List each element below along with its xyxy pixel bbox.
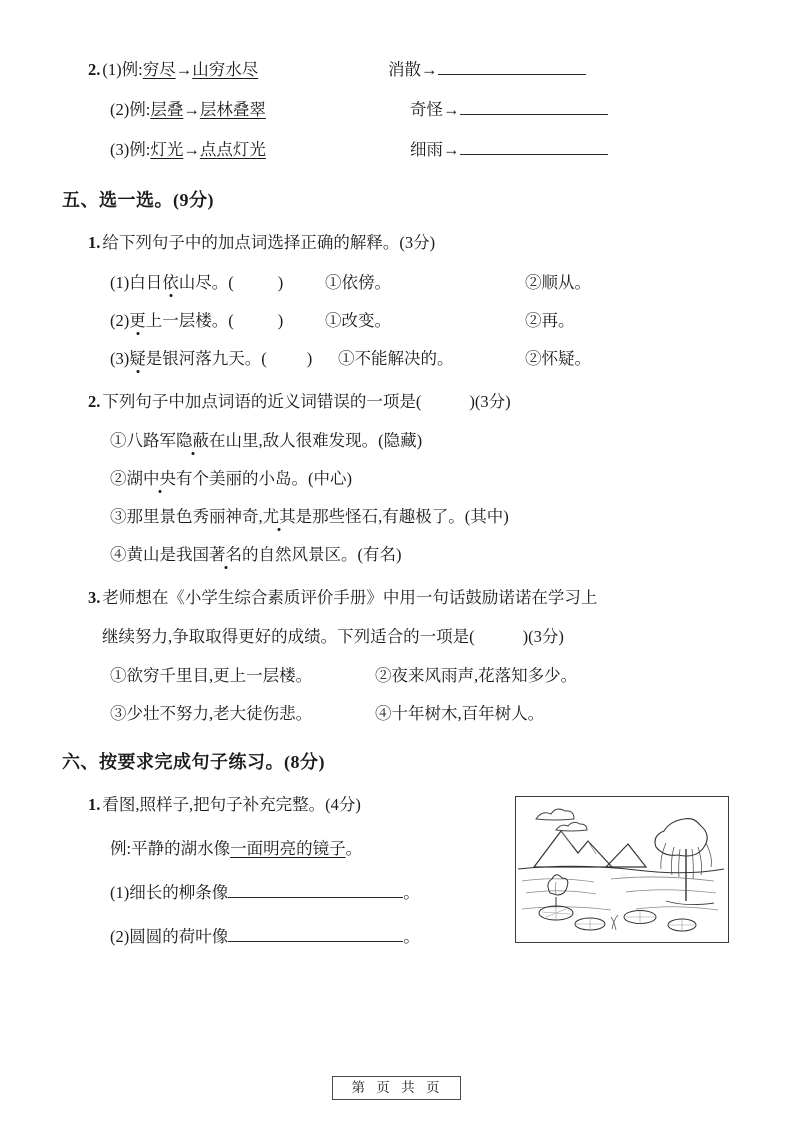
s6-item1-label: (1) xyxy=(110,882,130,902)
section-6-item-1 xyxy=(62,879,515,905)
q2-pre-4: ④黄山是我国 xyxy=(110,545,209,565)
answer-blank[interactable] xyxy=(421,389,469,406)
lake-scene-illustration xyxy=(515,796,729,943)
s6-q1-number: 1. xyxy=(88,795,101,815)
q2-post-1: 在山里,敌人很难发现。(隐藏) xyxy=(209,431,423,451)
q1-item-3 xyxy=(62,345,731,369)
example-answer: 一面明亮的镜子 xyxy=(230,838,346,858)
exercise-2-answer-1: 山穷水尽 xyxy=(192,60,259,79)
q3-option-4[interactable]: ④十年树木,百年树人。 xyxy=(375,704,545,724)
q1-item-2 xyxy=(62,307,731,331)
exercise-2-left xyxy=(110,136,410,160)
exercise-2-right-arrow-2: → xyxy=(443,100,460,119)
answer-blank[interactable] xyxy=(228,923,403,941)
footer-text: 第 页 共 页 xyxy=(332,1076,460,1100)
q2-text-pre: 下列句子中加点词语的近义词错误的一项是( xyxy=(102,391,422,411)
exercise-2-right-arrow-1: → xyxy=(421,60,438,79)
exercise-2-right-2 xyxy=(410,96,608,120)
q1-sentence-3 xyxy=(110,345,338,369)
exercise-2-arrow-2: → xyxy=(183,100,200,119)
q2-post-2: 有个美丽的小岛。(中心) xyxy=(176,469,352,489)
q2-pre-2: ②湖 xyxy=(110,469,143,489)
example-pre: 平静的湖水像 xyxy=(131,838,231,858)
example-label: 例: xyxy=(110,838,132,858)
answer-blank[interactable] xyxy=(475,624,523,641)
section-6-content xyxy=(62,792,731,962)
q1-item-1 xyxy=(62,269,731,293)
exercise-2-arrow-3: → xyxy=(183,140,200,159)
q1-number: 1. xyxy=(88,233,101,252)
q2-option-4[interactable] xyxy=(62,541,731,565)
q2-post-4: 的自然风景区。(有名) xyxy=(242,545,402,565)
emphasis-char: 依 xyxy=(162,269,179,293)
exercise-2-right-1 xyxy=(388,56,586,80)
section-5-q1-prompt xyxy=(62,230,731,256)
emphasis-word: 中央 xyxy=(143,465,176,489)
exercise-2-right-3 xyxy=(410,136,608,160)
q1-label-1: (1) xyxy=(110,272,130,292)
exercise-2-row xyxy=(62,56,731,80)
emphasis-word: 隐蔽 xyxy=(176,427,209,451)
exercise-2-prompt-3: 灯光 xyxy=(150,140,184,159)
q1-post-1: 山尽。( xyxy=(178,272,234,292)
q1-pre-1: 白日 xyxy=(129,272,163,292)
q3-options-row-2 xyxy=(62,700,731,724)
q3-option-1[interactable]: ①欲穷千里目,更上一层楼。 xyxy=(110,666,313,686)
q3-number: 3. xyxy=(88,588,101,608)
q3-options-row-1 xyxy=(62,662,731,686)
q1-post-2: 上一层楼。( xyxy=(145,310,234,330)
q3-option-3[interactable]: ③少壮不努力,老大徒伤悲。 xyxy=(110,704,313,724)
section-5-heading: 五、选一选。(9分) xyxy=(62,190,214,210)
q1-option-b-3[interactable]: ②怀疑。 xyxy=(525,348,591,368)
q1-label-3: (3) xyxy=(110,348,130,368)
q1-option-a-2[interactable]: ①改变。 xyxy=(325,310,391,330)
q2-option-3[interactable] xyxy=(62,503,731,527)
answer-blank[interactable] xyxy=(234,308,278,325)
emphasis-word: 著名 xyxy=(209,541,242,565)
exercise-2-left xyxy=(88,56,388,80)
section-6-left-column xyxy=(62,792,515,962)
exercise-2-label-1: (1)例: xyxy=(102,60,143,79)
q1-sentence-2 xyxy=(110,307,325,331)
q1-option-b-2[interactable]: ②再。 xyxy=(525,310,575,330)
exercise-2-label-3: (3)例: xyxy=(110,140,151,159)
example-end: 。 xyxy=(345,838,363,858)
exercise-2-right-prompt-3: 细雨 xyxy=(410,140,443,159)
exercise-2-block xyxy=(62,56,731,160)
q2-number: 2. xyxy=(88,391,101,411)
q3-option-2[interactable]: ②夜来风雨声,花落知多少。 xyxy=(375,666,578,686)
q1-bracket-1: ) xyxy=(277,272,284,292)
emphasis-word: 尤其 xyxy=(263,503,296,527)
exercise-2-number: 2. xyxy=(88,60,101,79)
section-6-item-2 xyxy=(62,923,515,949)
section-5-q2-prompt xyxy=(62,389,731,415)
section-6-heading: 六、按要求完成句子练习。(8分) xyxy=(62,752,325,773)
section-6-q1-prompt xyxy=(62,792,515,818)
q3-line2-post: )(3分) xyxy=(522,626,564,646)
q1-text: 给下列句子中的加点词选择正确的解释。(3分) xyxy=(102,233,436,252)
exercise-2-label-2: (2)例: xyxy=(110,100,151,119)
q1-label-2: (2) xyxy=(110,310,130,330)
exercise-2-row xyxy=(62,136,731,160)
emphasis-char: 更 xyxy=(129,307,146,331)
section-6-example xyxy=(62,836,515,862)
q1-bracket-3: ) xyxy=(306,348,313,368)
q1-option-a-1[interactable]: ①依傍。 xyxy=(325,272,391,292)
section-5-q3-prompt-line2 xyxy=(62,624,731,650)
answer-blank[interactable] xyxy=(438,57,586,75)
s6-item1-text: 细长的柳条像 xyxy=(129,882,229,902)
q2-text-post: )(3分) xyxy=(469,391,511,411)
answer-blank[interactable] xyxy=(228,879,403,897)
s6-item2-text: 圆圆的荷叶像 xyxy=(129,926,229,946)
exercise-2-right-arrow-3: → xyxy=(443,140,460,159)
emphasis-char: 疑 xyxy=(129,345,146,369)
answer-blank[interactable] xyxy=(460,137,608,155)
s6-item1-end: 。 xyxy=(403,882,420,902)
section-5-q3-prompt-line1 xyxy=(62,585,731,611)
q1-bracket-2: ) xyxy=(277,310,284,330)
s6-q1-text: 看图,照样子,把句子补充完整。(4分) xyxy=(102,795,361,815)
page-footer xyxy=(0,1076,793,1096)
exercise-2-answer-3: 点点灯光 xyxy=(199,140,266,159)
q2-option-2[interactable] xyxy=(62,465,731,489)
q2-option-1[interactable] xyxy=(62,427,731,451)
q2-pre-3: ③那里景色秀丽神奇, xyxy=(110,507,263,527)
q2-post-3: 是那些怪石,有趣极了。(其中) xyxy=(295,507,509,527)
exercise-2-prompt-2: 层叠 xyxy=(150,100,184,119)
q1-option-b-1[interactable]: ②顺从。 xyxy=(525,272,591,292)
s6-item2-end: 。 xyxy=(403,926,420,946)
exercise-2-arrow-1: → xyxy=(175,60,193,79)
q1-option-a-3[interactable]: ①不能解决的。 xyxy=(338,348,454,368)
answer-blank[interactable] xyxy=(267,346,307,363)
q2-pre-1: ①八路军 xyxy=(110,431,176,451)
answer-blank[interactable] xyxy=(234,270,278,287)
answer-blank[interactable] xyxy=(460,97,608,115)
exercise-2-right-prompt-2: 奇怪 xyxy=(410,100,443,119)
exercise-2-answer-2: 层林叠翠 xyxy=(199,100,266,119)
q3-line2-pre: 继续努力,争取取得更好的成绩。下列适合的一项是( xyxy=(102,626,475,646)
exercise-2-left xyxy=(110,96,410,120)
q1-sentence-1 xyxy=(110,269,325,293)
q3-line1: 老师想在《小学生综合素质评价手册》中用一句话鼓励诺诺在学习上 xyxy=(102,588,598,608)
exercise-2-prompt-1: 穷尽 xyxy=(142,60,176,79)
q1-post-3: 是银河落九天。( xyxy=(145,348,267,368)
exercise-2-row xyxy=(62,96,731,120)
exercise-2-right-prompt-1: 消散 xyxy=(388,60,421,79)
s6-item2-label: (2) xyxy=(110,926,130,946)
